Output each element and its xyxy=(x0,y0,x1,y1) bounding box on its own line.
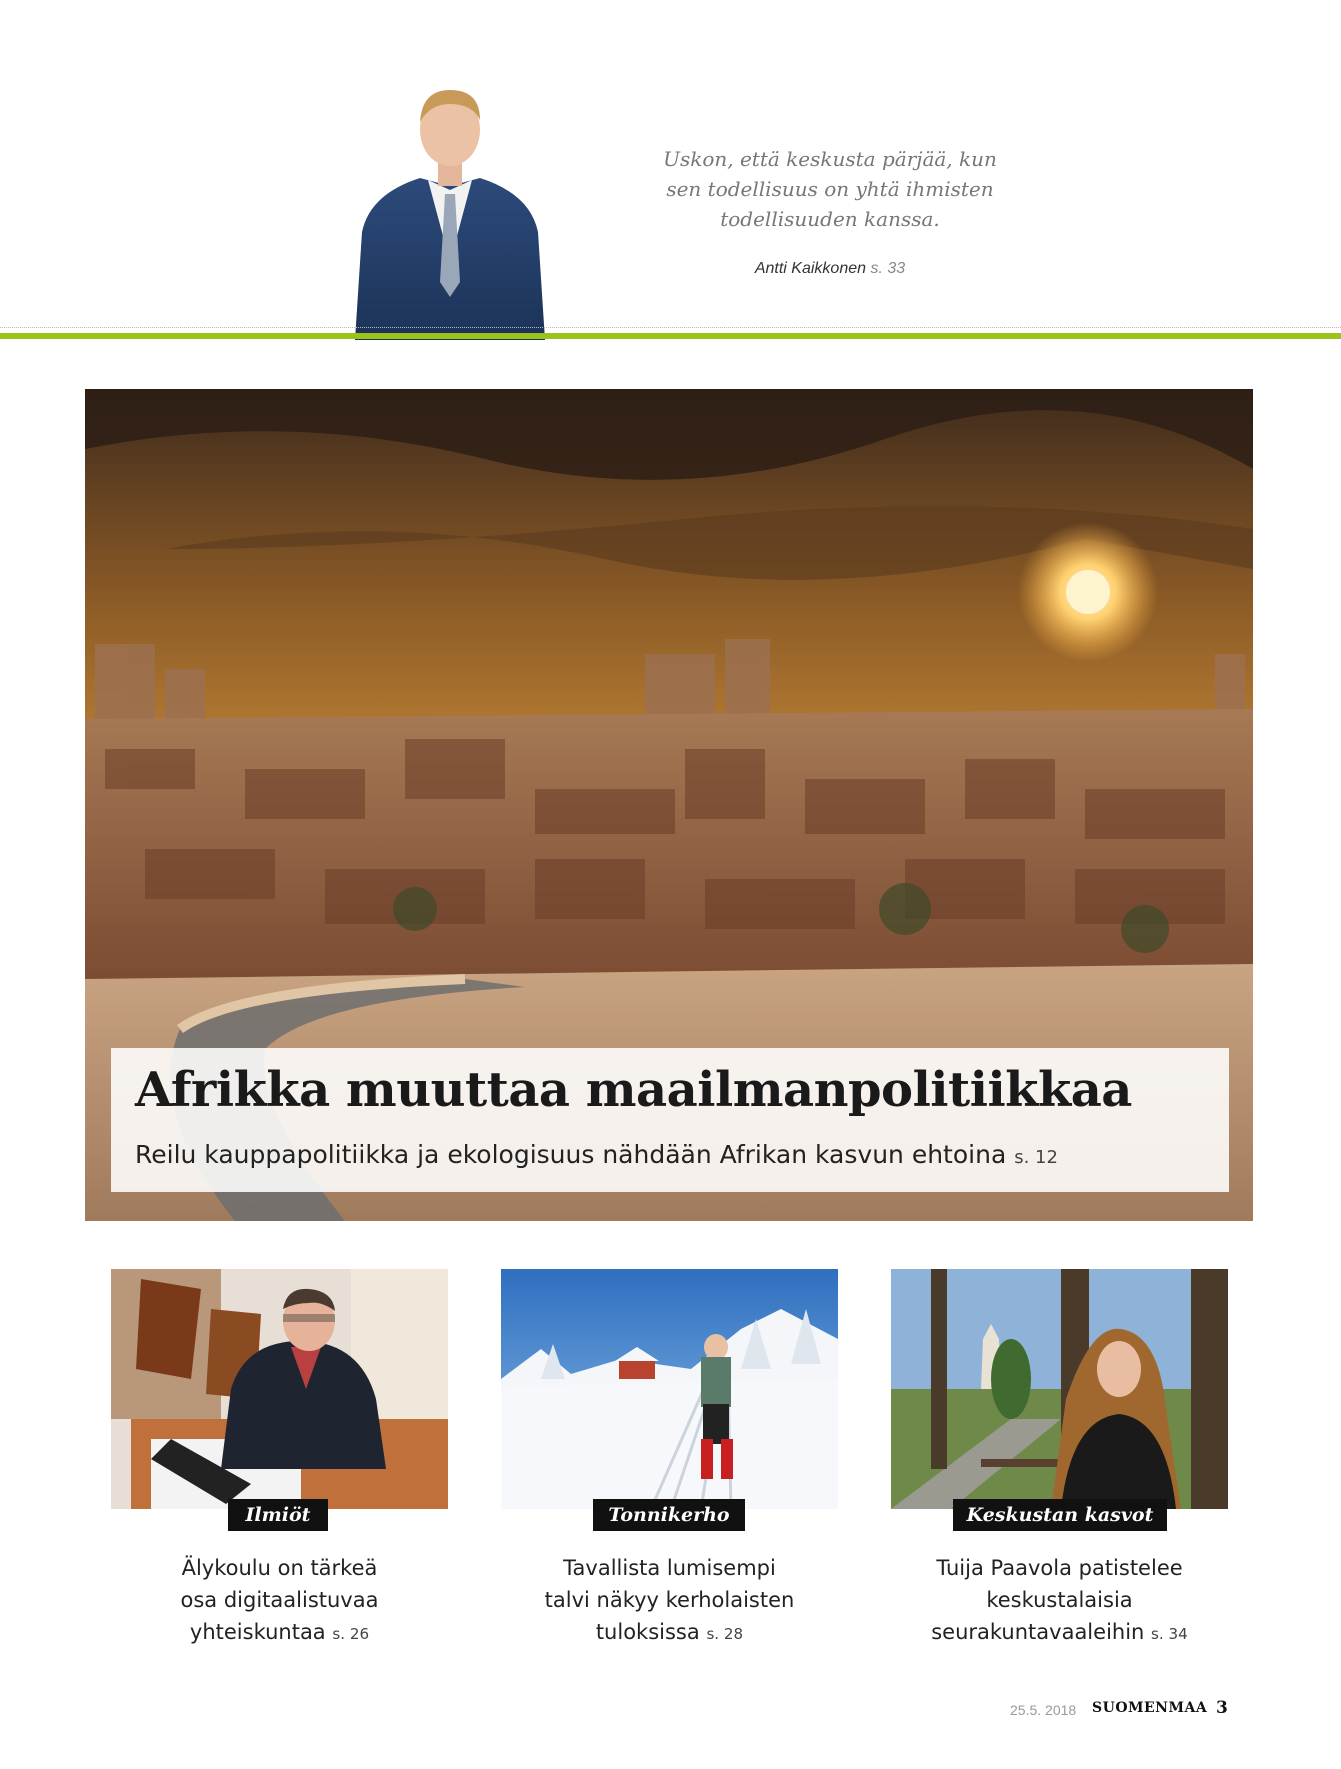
teaser-line-last: yhteiskuntaa s. 26 xyxy=(189,1620,370,1644)
teaser-line-last: seurakuntavaaleihin s. 34 xyxy=(931,1620,1188,1644)
hero-subhead-text: Reilu kauppapolitiikka ja ekologisuus nähdään Afrikan kasvun ehtoina xyxy=(135,1140,1007,1169)
teaser-tag-keskustan-kasvot[interactable]: Keskustan kasvot xyxy=(953,1499,1167,1531)
teaser-line: Tuija Paavola patistelee xyxy=(936,1556,1183,1580)
teaser-line: talvi näkyy kerholaisten xyxy=(544,1588,795,1612)
footer-brand-logo: SUOMENMAA xyxy=(1092,1700,1208,1716)
teaser-page-ref: s. 26 xyxy=(332,1625,370,1643)
teaser-tag-tonnikerho[interactable]: Tonnikerho xyxy=(593,1499,745,1531)
teaser-line-last: tuloksissa s. 28 xyxy=(595,1620,744,1644)
footer-page-number: 3 xyxy=(1216,1698,1228,1718)
pull-quote: Uskon, että keskusta pärjää, kun sen todellisuus on yhtä ihmisten todellisuuden kanssa. xyxy=(663,147,997,231)
teaser-line: Tavallista lumisempi xyxy=(563,1556,776,1580)
teaser-line: osa digitaalistuvaa xyxy=(180,1588,379,1612)
quote-page-ref: s. 33 xyxy=(870,260,906,277)
teaser-text-ilmiot[interactable] xyxy=(111,1552,448,1650)
hero-page-ref: s. 12 xyxy=(1014,1147,1058,1168)
teaser-line: Älykoulu on tärkeä xyxy=(181,1556,378,1580)
quote-attribution xyxy=(640,260,1020,278)
teaser-text-tonnikerho[interactable] xyxy=(501,1552,838,1650)
green-divider xyxy=(0,333,1341,339)
teaser-page-ref: s. 28 xyxy=(706,1625,744,1643)
teaser-photo-skiing[interactable] xyxy=(501,1269,838,1509)
teaser-page-ref: s. 34 xyxy=(1151,1625,1188,1643)
teaser-tag-ilmiot[interactable]: Ilmiöt xyxy=(228,1499,328,1531)
hero-subhead xyxy=(135,1140,1058,1169)
teaser-text-keskustan-kasvot[interactable] xyxy=(891,1552,1228,1650)
hero-caption-box xyxy=(111,1048,1229,1192)
dotted-divider xyxy=(0,327,1341,328)
footer-date: 25.5. 2018 xyxy=(1010,1702,1077,1718)
hero-headline[interactable]: Afrikka muuttaa maailmanpolitiikkaa xyxy=(135,1062,1132,1118)
teaser-line: keskustalaisia xyxy=(986,1588,1133,1612)
teaser-photo-office[interactable] xyxy=(111,1269,448,1509)
author-portrait xyxy=(350,82,550,340)
teaser-photo-portrait[interactable] xyxy=(891,1269,1228,1509)
quote-author: Antti Kaikkonen xyxy=(754,260,867,277)
